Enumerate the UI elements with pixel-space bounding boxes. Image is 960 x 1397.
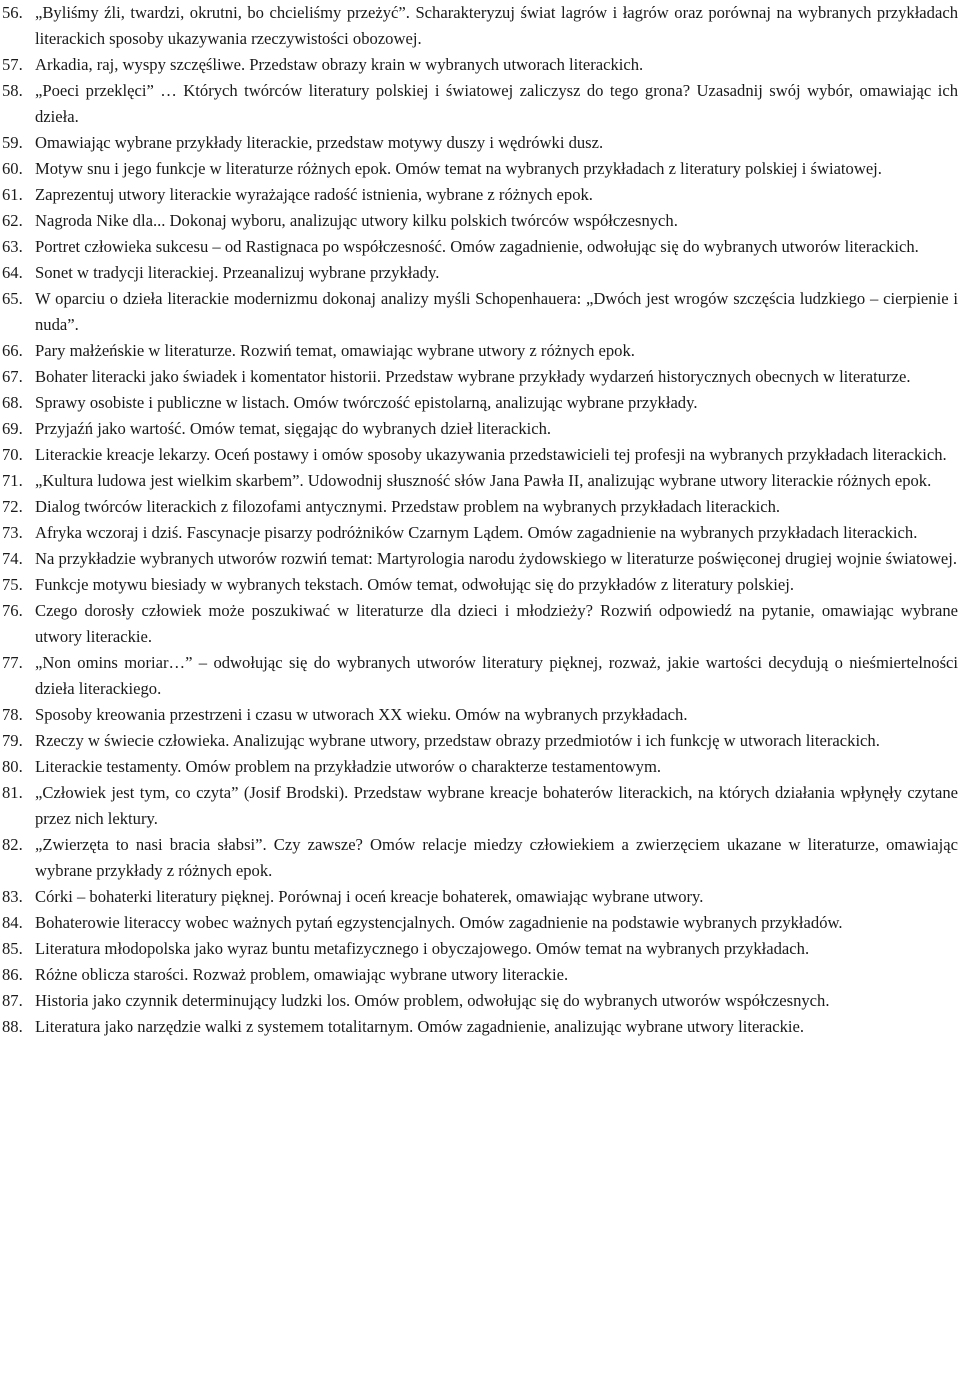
list-item xyxy=(2,520,958,546)
item-text: Dialog twórców literackich z filozofami antycznymi. Przedstaw problem na wybranych przykładach literackich. xyxy=(35,497,781,516)
item-number: 69. xyxy=(2,419,23,438)
item-number: 88. xyxy=(2,1017,23,1036)
list-item xyxy=(2,754,958,780)
list-item xyxy=(2,702,958,728)
item-number: 61. xyxy=(2,185,23,204)
item-text: Córki – bohaterki literatury pięknej. Porównaj i oceń kreacje bohaterek, omawiając wybrane utwory. xyxy=(35,887,704,906)
item-number: 68. xyxy=(2,393,23,412)
item-text: Literatura młodopolska jako wyraz buntu metafizycznego i obyczajowego. Omów temat na wybranych przykładach. xyxy=(35,939,810,958)
item-number: 66. xyxy=(2,341,23,360)
item-number: 73. xyxy=(2,523,23,542)
item-text: „Kultura ludowa jest wielkim skarbem”. Udowodnij słuszność słów Jana Pawła II, analizując wybrane utwory literackie różnych epok. xyxy=(35,471,932,490)
list-item xyxy=(2,130,958,156)
item-text: Nagroda Nike dla... Dokonaj wyboru, analizując utwory kilku polskich twórców współczesnych. xyxy=(35,211,678,230)
item-number: 57. xyxy=(2,55,23,74)
list-item xyxy=(2,884,958,910)
item-text: „Non omins moriar…” – odwołując się do wybranych utworów literatury pięknej, rozważ, jakie wartości decydują o nieśmiertelności dzieła literackiego. xyxy=(35,653,958,698)
item-number: 74. xyxy=(2,549,23,568)
item-text: Sposoby kreowania przestrzeni i czasu w utworach XX wieku. Omów na wybranych przykładach. xyxy=(35,705,688,724)
list-item xyxy=(2,182,958,208)
list-item xyxy=(2,650,958,702)
list-item xyxy=(2,728,958,754)
item-text: Bohaterowie literaccy wobec ważnych pytań egzystencjalnych. Omów zagadnienie na podstawie wybranych przykładów. xyxy=(35,913,843,932)
item-text: Afryka wczoraj i dziś. Fascynacje pisarzy podróżników Czarnym Lądem. Omów zagadnienie na wybranych przykładach literackich. xyxy=(35,523,918,542)
item-number: 78. xyxy=(2,705,23,724)
item-text: „Zwierzęta to nasi bracia słabsi”. Czy zawsze? Omów relacje miedzy człowiekiem a zwierzęciem ukazane w literaturze, omawiając wybrane przykłady z różnych epok. xyxy=(35,835,958,880)
list-item xyxy=(2,780,958,832)
item-number: 77. xyxy=(2,653,23,672)
item-number: 63. xyxy=(2,237,23,256)
list-item xyxy=(2,208,958,234)
list-item xyxy=(2,494,958,520)
item-text: Literackie testamenty. Omów problem na przykładzie utworów o charakterze testamentowym. xyxy=(35,757,662,776)
item-text: Omawiając wybrane przykłady literackie, przedstaw motywy duszy i wędrówki dusz. xyxy=(35,133,604,152)
list-item xyxy=(2,1014,958,1040)
item-number: 76. xyxy=(2,601,23,620)
list-item xyxy=(2,416,958,442)
item-number: 72. xyxy=(2,497,23,516)
item-number: 83. xyxy=(2,887,23,906)
item-text: „Byliśmy źli, twardzi, okrutni, bo chcieliśmy przeżyć”. Scharakteryzuj świat lagrów i łagrów oraz porównaj na wybranych przykładach literackich sposoby ukazywania rzeczywistości obozowej. xyxy=(35,3,958,48)
item-number: 84. xyxy=(2,913,23,932)
item-number: 58. xyxy=(2,81,23,100)
item-number: 64. xyxy=(2,263,23,282)
list-item xyxy=(2,286,958,338)
item-text: Arkadia, raj, wyspy szczęśliwe. Przedstaw obrazy krain w wybranych utworach literackich. xyxy=(35,55,644,74)
item-text: Rzeczy w świecie człowieka. Analizując wybrane utwory, przedstaw obrazy przedmiotów i ich funkcję w utworach literackich. xyxy=(35,731,880,750)
item-number: 56. xyxy=(2,3,23,22)
list-item xyxy=(2,78,958,130)
item-number: 70. xyxy=(2,445,23,464)
list-item xyxy=(2,572,958,598)
item-number: 85. xyxy=(2,939,23,958)
item-number: 75. xyxy=(2,575,23,594)
item-text: Przyjaźń jako wartość. Omów temat, sięgając do wybranych dzieł literackich. xyxy=(35,419,552,438)
item-number: 67. xyxy=(2,367,23,386)
list-item xyxy=(2,338,958,364)
item-number: 65. xyxy=(2,289,23,308)
item-text: Funkcje motywu biesiady w wybranych tekstach. Omów temat, odwołując się do przykładów z literatury polskiej. xyxy=(35,575,794,594)
list-item xyxy=(2,546,958,572)
list-item xyxy=(2,936,958,962)
item-number: 86. xyxy=(2,965,23,984)
item-text: Bohater literacki jako świadek i komentator historii. Przedstaw wybrane przykłady wydarzeń historycznych obecnych w literaturze. xyxy=(35,367,911,386)
item-text: Różne oblicza starości. Rozważ problem, omawiając wybrane utwory literackie. xyxy=(35,965,569,984)
item-text: „Poeci przeklęci” … Których twórców literatury polskiej i światowej zaliczysz do tego grona? Uzasadnij swój wybór, omawiając ich dzieła. xyxy=(35,81,958,126)
list-item xyxy=(2,260,958,286)
item-text: Motyw snu i jego funkcje w literaturze różnych epok. Omów temat na wybranych przykładach z literatury polskiej i światowej. xyxy=(35,159,882,178)
list-item xyxy=(2,962,958,988)
list-item xyxy=(2,234,958,260)
list-item xyxy=(2,364,958,390)
item-text: Historia jako czynnik determinujący ludzki los. Omów problem, odwołując się do wybranych utworów współczesnych. xyxy=(35,991,830,1010)
list-item xyxy=(2,390,958,416)
item-text: Sprawy osobiste i publiczne w listach. Omów twórczość epistolarną, analizując wybrane przykłady. xyxy=(35,393,698,412)
list-item xyxy=(2,0,958,52)
list-item xyxy=(2,468,958,494)
list-item xyxy=(2,910,958,936)
item-number: 80. xyxy=(2,757,23,776)
list-item xyxy=(2,598,958,650)
list-item xyxy=(2,988,958,1014)
item-text: Czego dorosły człowiek może poszukiwać w literaturze dla dzieci i młodzieży? Rozwiń odpowiedź na pytanie, omawiając wybrane utwory literackie. xyxy=(35,601,958,646)
item-text: Literackie kreacje lekarzy. Oceń postawy i omów sposoby ukazywania przedstawicieli tej profesji na wybranych przykładach literackich. xyxy=(35,445,947,464)
item-number: 81. xyxy=(2,783,23,802)
item-text: Zaprezentuj utwory literackie wyrażające radość istnienia, wybrane z różnych epok. xyxy=(35,185,593,204)
item-number: 71. xyxy=(2,471,23,490)
item-text: Pary małżeńskie w literaturze. Rozwiń temat, omawiając wybrane utwory z różnych epok. xyxy=(35,341,635,360)
list-item xyxy=(2,442,958,468)
item-text: „Człowiek jest tym, co czyta” (Josif Brodski). Przedstaw wybrane kreacje bohaterów literackich, na których działania wpłynęły czytane przez nich lektury. xyxy=(35,783,958,828)
list-item xyxy=(2,156,958,182)
list-item xyxy=(2,52,958,78)
item-text: Na przykładzie wybranych utworów rozwiń temat: Martyrologia narodu żydowskiego w literaturze poświęconej drugiej wojnie światowej. xyxy=(35,549,958,568)
item-number: 59. xyxy=(2,133,23,152)
item-number: 82. xyxy=(2,835,23,854)
item-text: Portret człowieka sukcesu – od Rastignaca po współczesność. Omów zagadnienie, odwołując się do wybranych utworów literackich. xyxy=(35,237,919,256)
item-number: 60. xyxy=(2,159,23,178)
item-number: 62. xyxy=(2,211,23,230)
list-item xyxy=(2,832,958,884)
item-number: 79. xyxy=(2,731,23,750)
item-text: W oparciu o dzieła literackie modernizmu dokonaj analizy myśli Schopenhauera: „Dwóch jest wrogów szczęścia ludzkiego – cierpienie i nuda”. xyxy=(35,289,958,334)
item-text: Literatura jako narzędzie walki z systemem totalitarnym. Omów zagadnienie, analizując wybrane utwory literackie. xyxy=(35,1017,804,1036)
item-number: 87. xyxy=(2,991,23,1010)
item-text: Sonet w tradycji literackiej. Przeanalizuj wybrane przykłady. xyxy=(35,263,440,282)
